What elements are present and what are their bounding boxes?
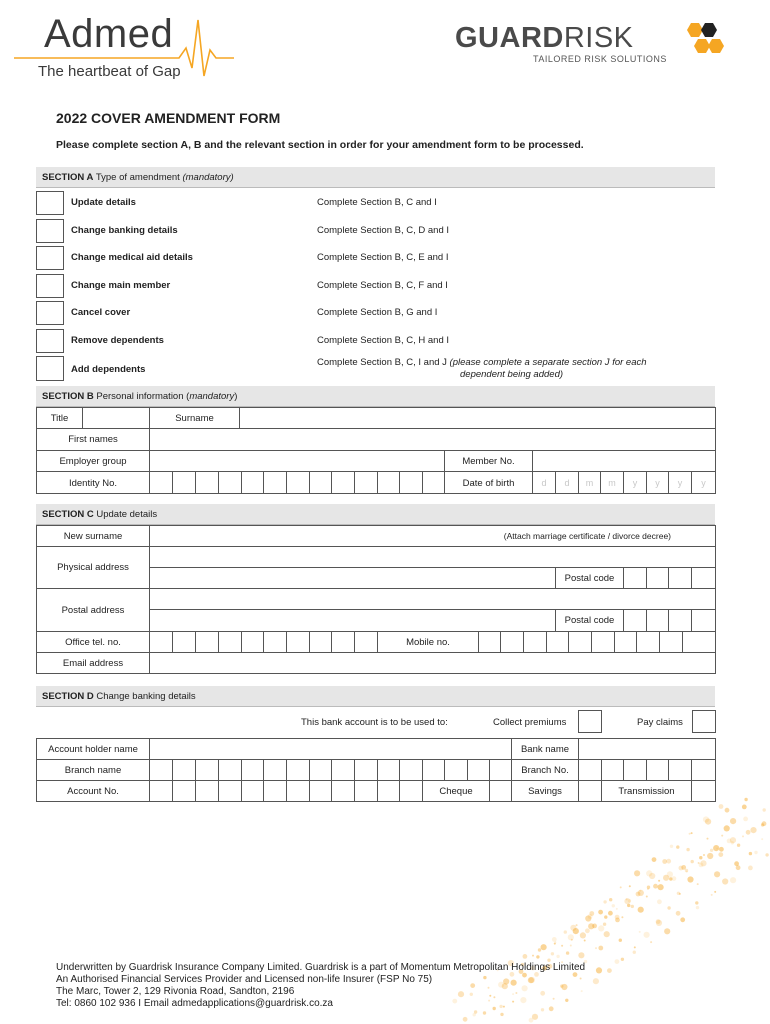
employer-member-row: [37, 451, 715, 472]
branch-name-box[interactable]: [150, 760, 173, 780]
branch-name-box[interactable]: [400, 760, 423, 780]
physical-address-field[interactable]: [150, 568, 556, 588]
id-digit-box[interactable]: [378, 472, 400, 494]
branch-name-box[interactable]: [196, 760, 219, 780]
postal-address-field[interactable]: [150, 610, 556, 631]
account-no-box[interactable]: [332, 781, 355, 802]
footer-line: Tel: 0860 102 936 I Email admedapplications@guardrisk.co.za: [56, 998, 333, 1009]
postal-address-line-2: [150, 610, 715, 632]
amendment-option: [36, 274, 715, 298]
bank-name-label: Bank name: [512, 739, 579, 759]
postal-code-label: Postal code: [556, 568, 624, 588]
branch-name-box[interactable]: [490, 760, 512, 780]
id-digit-box[interactable]: [242, 472, 264, 494]
branch-row: [37, 760, 715, 781]
postal-code-box[interactable]: [692, 610, 715, 631]
amendment-option: [36, 191, 715, 215]
branch-name-box[interactable]: [355, 760, 378, 780]
identity-no-label: Identity No.: [37, 472, 150, 494]
dob-digit-box[interactable]: y: [647, 472, 669, 494]
email-field[interactable]: [150, 653, 715, 674]
collect-premiums-label: Collect premiums: [493, 717, 567, 728]
office-tel-box[interactable]: [264, 632, 287, 652]
admed-tagline: The heartbeat of Gap: [38, 63, 181, 80]
mobile-box[interactable]: [683, 632, 715, 652]
branch-name-label: Branch name: [37, 760, 150, 780]
postal-code-box[interactable]: [647, 568, 669, 588]
id-digit-box[interactable]: [287, 472, 310, 494]
branch-name-box[interactable]: [423, 760, 445, 780]
mobile-label: Mobile no.: [378, 632, 479, 652]
guardrisk-tagline: TAILORED RISK SOLUTIONS: [533, 54, 667, 64]
branch-no-box[interactable]: [692, 760, 715, 780]
id-digit-box[interactable]: [332, 472, 355, 494]
first-names-row: [37, 429, 715, 451]
option-label: Remove dependents: [71, 335, 164, 346]
mobile-box[interactable]: [524, 632, 547, 652]
member-no-label: Member No.: [445, 451, 533, 471]
office-tel-box[interactable]: [310, 632, 332, 652]
account-no-box[interactable]: [287, 781, 310, 802]
account-no-box[interactable]: [378, 781, 400, 802]
postal-address-label: Postal address: [37, 589, 150, 632]
phone-row: [37, 632, 715, 653]
account-no-box[interactable]: [173, 781, 196, 802]
branch-name-box[interactable]: [242, 760, 264, 780]
guardrisk-logo: [455, 22, 735, 68]
branch-no-label: Branch No.: [512, 760, 579, 780]
postal-code-box[interactable]: [692, 568, 715, 588]
account-no-box[interactable]: [196, 781, 219, 802]
id-digit-box[interactable]: [400, 472, 423, 494]
option-instruction: Complete Section B, C, H and I: [317, 335, 450, 346]
dob-digit-box[interactable]: y: [701, 478, 706, 488]
office-tel-box[interactable]: [196, 632, 219, 652]
branch-name-box[interactable]: [287, 760, 310, 780]
account-no-box[interactable]: [310, 781, 332, 802]
physical-address-line-1[interactable]: [150, 547, 715, 568]
change-main-member-checkbox[interactable]: [36, 274, 64, 298]
account-holder-label: Account holder name: [37, 739, 150, 759]
transmission-label: Transmission: [602, 781, 692, 802]
dob-digit-box[interactable]: y: [624, 472, 647, 494]
dob-digit-box[interactable]: d: [533, 472, 556, 494]
option-label: Change medical aid details: [71, 252, 193, 263]
branch-name-box[interactable]: [332, 760, 355, 780]
title-field[interactable]: [83, 408, 150, 428]
mobile-box[interactable]: [615, 632, 637, 652]
branch-no-box[interactable]: [602, 760, 624, 780]
postal-address-line-1[interactable]: [150, 589, 715, 610]
office-tel-box[interactable]: [242, 632, 264, 652]
id-digit-box[interactable]: [310, 472, 332, 494]
new-surname-row: [37, 526, 715, 547]
postal-code-box[interactable]: [669, 610, 692, 631]
office-tel-box[interactable]: [219, 632, 242, 652]
postal-code-box[interactable]: [647, 610, 669, 631]
section-b-header: SECTION B Personal information (mandatory): [36, 386, 715, 407]
amendment-option: [36, 219, 715, 243]
id-digit-box[interactable]: [150, 472, 173, 494]
office-tel-box[interactable]: [355, 632, 378, 652]
first-names-label: First names: [37, 429, 150, 450]
branch-name-box[interactable]: [445, 760, 468, 780]
change-medical-aid-checkbox[interactable]: [36, 246, 64, 270]
account-no-box[interactable]: [264, 781, 287, 802]
mobile-box[interactable]: [501, 632, 524, 652]
admed-wordmark: Admed: [44, 12, 174, 56]
option-instruction: Complete Section B, C, D and I: [317, 225, 450, 236]
new-surname-field[interactable]: (Attach marriage certificate / divorce decree): [503, 531, 671, 541]
update-details-table: [36, 525, 716, 674]
employer-group-label: Employer group: [37, 451, 150, 471]
form-instruction: Please complete section A, B and the relevant section in order for your amendment form to be processed.: [56, 139, 584, 151]
pay-claims-label: Pay claims: [637, 717, 683, 728]
collect-premiums-checkbox[interactable]: [578, 710, 602, 733]
option-instruction: Complete Section B, C, E and I: [317, 252, 449, 263]
postal-address-block: [37, 589, 715, 632]
branch-name-box[interactable]: [378, 760, 400, 780]
amendment-option: [36, 301, 715, 325]
account-no-label: Account No.: [37, 781, 150, 802]
cancel-cover-checkbox[interactable]: [36, 301, 64, 325]
option-instruction: Complete Section B, G and I: [317, 307, 438, 318]
option-label: Cancel cover: [71, 307, 131, 318]
account-no-box[interactable]: [400, 781, 423, 802]
amendment-option: [36, 356, 715, 382]
id-digit-box[interactable]: [264, 472, 287, 494]
cheque-label: Cheque: [423, 781, 490, 802]
account-holder-field[interactable]: [150, 739, 512, 759]
mobile-box[interactable]: [547, 632, 569, 652]
dob-digit-box[interactable]: y: [669, 472, 692, 494]
remove-dependents-checkbox[interactable]: [36, 329, 64, 353]
employer-group-field[interactable]: [150, 451, 445, 471]
personal-info-table: [36, 407, 716, 494]
branch-name-box[interactable]: [173, 760, 196, 780]
account-no-box[interactable]: [355, 781, 378, 802]
option-instruction: Complete Section B, C, F and I: [317, 280, 448, 291]
title-label: Title: [37, 408, 83, 428]
honeycomb-icon: [681, 22, 725, 56]
postal-code-box[interactable]: [624, 568, 647, 588]
branch-no-box[interactable]: [669, 760, 692, 780]
id-digit-box[interactable]: [219, 472, 242, 494]
amendment-option: [36, 329, 715, 353]
option-instruction: Complete Section B, C, I and J (please complete a separate section J for each: [317, 357, 647, 368]
bank-name-field[interactable]: [579, 739, 715, 759]
option-label: Change main member: [71, 280, 171, 291]
account-usage-label: This bank account is to be used to:: [301, 717, 448, 728]
identity-dob-row: [37, 472, 715, 494]
dob-digit-box[interactable]: m: [601, 472, 624, 494]
mobile-box[interactable]: [569, 632, 592, 652]
option-label: Change banking details: [71, 225, 178, 236]
mobile-box[interactable]: [660, 632, 683, 652]
id-digit-box[interactable]: [423, 472, 445, 494]
branch-name-box[interactable]: [264, 760, 287, 780]
option-label: Update details: [71, 197, 136, 208]
id-digit-box[interactable]: [173, 472, 196, 494]
mobile-box[interactable]: [592, 632, 615, 652]
account-no-box[interactable]: [242, 781, 264, 802]
office-tel-box[interactable]: [173, 632, 196, 652]
savings-label: Savings: [512, 781, 579, 802]
account-usage-row: [36, 710, 716, 736]
section-d-header: SECTION D Change banking details: [36, 686, 715, 707]
admed-logo: [14, 10, 234, 86]
footer-line: The Marc, Tower 2, 129 Rivonia Road, Sandton, 2196: [56, 986, 295, 997]
postal-code-box[interactable]: [624, 610, 647, 631]
dob-digit-box[interactable]: d: [556, 472, 579, 494]
id-digit-box[interactable]: [196, 472, 219, 494]
change-banking-checkbox[interactable]: [36, 219, 64, 243]
physical-address-label: Physical address: [37, 547, 150, 589]
footer: [56, 962, 585, 1010]
surname-label: Surname: [150, 408, 240, 428]
email-row: [37, 653, 715, 674]
postal-code-label: Postal code: [556, 610, 624, 631]
section-a-header: SECTION A Type of amendment (mandatory): [36, 167, 715, 188]
dob-digit-box[interactable]: m: [579, 472, 601, 494]
new-surname-label: New surname: [37, 526, 150, 546]
footer-line: Underwritten by Guardrisk Insurance Company Limited. Guardrisk is a part of Momentum Metropolitan Holdings Limited: [56, 962, 586, 973]
title-surname-row: [37, 408, 715, 429]
account-no-box[interactable]: [150, 781, 173, 802]
email-label: Email address: [37, 653, 150, 674]
member-no-field[interactable]: [533, 451, 715, 471]
footer-line: An Authorised Financial Services Provider and Licensed non-life Insurer (FSP No 75): [56, 974, 433, 985]
office-tel-box[interactable]: [150, 632, 173, 652]
account-no-box[interactable]: [219, 781, 242, 802]
mobile-box[interactable]: [637, 632, 660, 652]
branch-no-box[interactable]: [624, 760, 647, 780]
banking-details-table: [36, 738, 716, 802]
office-tel-box[interactable]: [332, 632, 355, 652]
id-digit-box[interactable]: [355, 472, 378, 494]
account-holder-row: [37, 739, 715, 760]
update-details-checkbox[interactable]: [36, 191, 64, 215]
branch-no-box[interactable]: [579, 760, 602, 780]
guardrisk-wordmark: GUARDRISK: [455, 22, 634, 54]
option-label: Add dependents: [71, 364, 146, 375]
office-tel-label: Office tel. no.: [37, 632, 150, 652]
option-instruction-note: dependent being added): [460, 369, 564, 380]
postal-code-box[interactable]: [669, 568, 692, 588]
branch-no-box[interactable]: [647, 760, 669, 780]
amendment-option: [36, 246, 715, 270]
branch-name-box[interactable]: [219, 760, 242, 780]
date-of-birth-label: Date of birth: [445, 472, 533, 494]
pay-claims-checkbox[interactable]: [692, 710, 716, 733]
physical-address-line-2: [150, 568, 715, 589]
section-c-header: SECTION C Update details: [36, 504, 715, 525]
office-tel-box[interactable]: [287, 632, 310, 652]
option-instruction: Complete Section B, C and I: [317, 197, 437, 208]
branch-name-box[interactable]: [310, 760, 332, 780]
mobile-box[interactable]: [479, 632, 501, 652]
add-dependents-checkbox[interactable]: [36, 356, 64, 381]
surname-field[interactable]: [240, 408, 715, 428]
branch-name-box[interactable]: [468, 760, 490, 780]
form-title: 2022 COVER AMENDMENT FORM: [56, 110, 281, 126]
first-names-field[interactable]: [150, 429, 715, 450]
